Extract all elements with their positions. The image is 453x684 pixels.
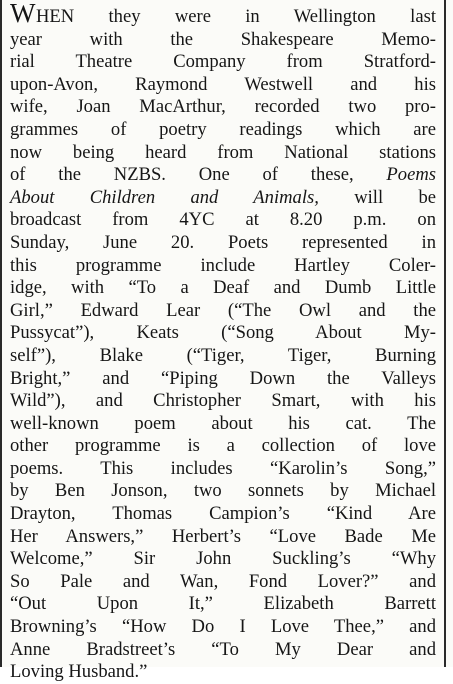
article-line: broadcast from 4YC at 8.20 p.m. on xyxy=(10,209,436,231)
article-line: Wild”), and Christopher Smart, with his xyxy=(10,390,436,412)
drop-cap: W xyxy=(10,0,36,28)
article-line: year with the Shakespeare Memo- xyxy=(10,28,436,50)
article-line: well-known poem about his cat. The xyxy=(10,412,436,434)
article-line: Girl,” Edward Lear (“The Owl and the xyxy=(10,299,436,321)
article-line: Drayton, Thomas Campion’s “Kind Are xyxy=(10,503,436,525)
article-line: idge, with “To a Deaf and Dumb Little xyxy=(10,277,436,299)
article-line: Her Answers,” Herbert’s “Love Bade Me xyxy=(10,525,436,547)
article-line: “Out Upon It,” Elizabeth Barrett xyxy=(10,593,436,615)
article-line: of the NZBS. One of these, Poems xyxy=(10,164,436,186)
article-line: by Ben Jonson, two sonnets by Michael xyxy=(10,480,436,502)
article-line: Bright,” and “Piping Down the Valleys xyxy=(10,367,436,389)
article-line: wife, Joan MacArthur, recorded two pro- xyxy=(10,96,436,118)
article-line: grammes of poetry readings which are xyxy=(10,118,436,140)
article-line: self”), Blake (“Tiger, Tiger, Burning xyxy=(10,344,436,366)
programme-title: Poems xyxy=(386,164,436,186)
column-rule-right xyxy=(444,0,446,667)
article-line: Browning’s “How Do I Love Thee,” and xyxy=(10,616,436,638)
article-line: So Pale and Wan, Fond Lover?” and xyxy=(10,570,436,592)
article-line: rial Theatre Company from Stratford- xyxy=(10,51,436,73)
article-line: now being heard from National stations xyxy=(10,141,436,163)
article-line: other programme is a collection of love xyxy=(10,435,436,457)
article-line: Loving Husband.” xyxy=(10,661,148,683)
article-line: About Children and Animals, will be xyxy=(10,186,436,208)
article-line: poems. This includes “Karolin’s Song,” xyxy=(10,457,436,479)
programme-title: About Children and Animals, xyxy=(10,186,319,208)
column-rule-left xyxy=(0,0,2,667)
article-line: WHEN they were in Wellington last xyxy=(10,0,436,28)
article-line: Pussycat”), Keats (“Song About My- xyxy=(10,322,436,344)
article-line: Anne Bradstreet’s “To My Dear and xyxy=(10,638,436,660)
article-line: Sunday, June 20. Poets represented in xyxy=(10,231,436,253)
article-body xyxy=(10,0,436,684)
article-line: this programme include Hartley Coler- xyxy=(10,254,436,276)
article-line: upon-Avon, Raymond Westwell and his xyxy=(10,73,436,95)
article-line: Welcome,” Sir John Suckling’s “Why xyxy=(10,548,436,570)
